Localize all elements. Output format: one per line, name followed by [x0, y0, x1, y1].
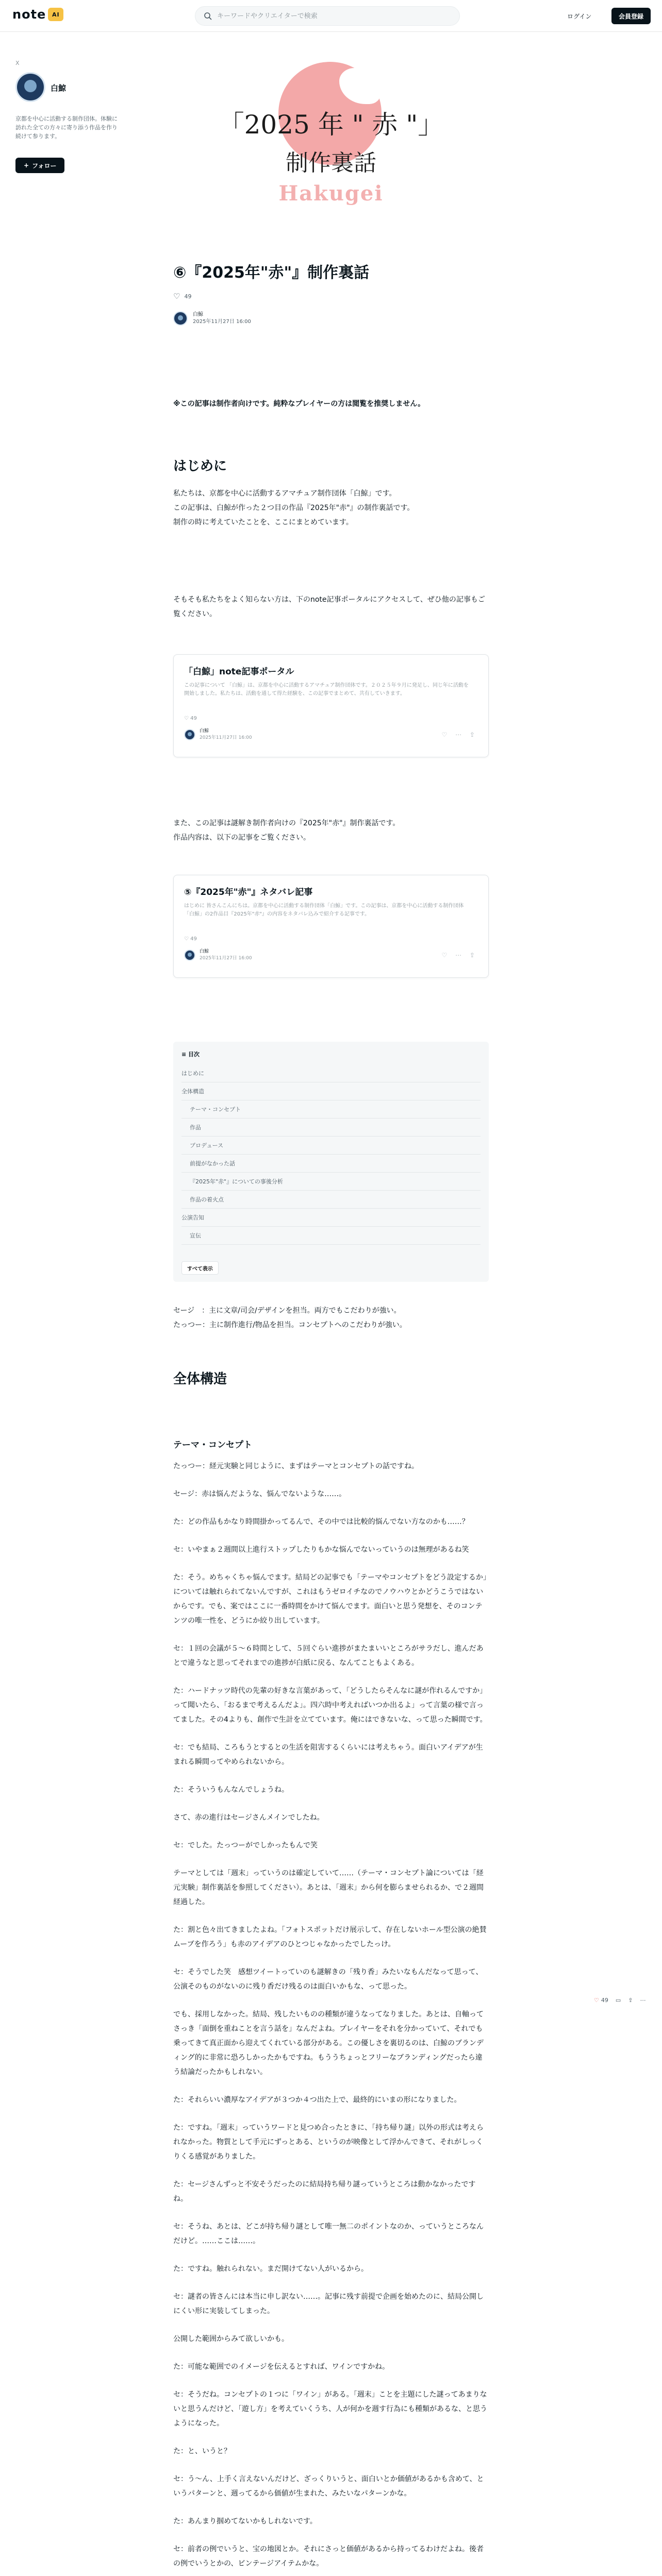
card-description: この記事について 「白鯨」は、京都を中心に活動するアマチュア制作団体です。２０２５年９月に発足し、同じ年に活動を開始しました。私たちは、活動を通して得た経験を、この記事でまとめて、共有していきます。	[184, 683, 469, 697]
signup-button[interactable]: 会員登録	[611, 8, 651, 24]
search-icon	[204, 12, 212, 20]
dialogue-paragraph: セージ：赤は悩んだような、悩んでないような……。	[173, 1490, 346, 1498]
toc-item[interactable]: テーマ・コンセプト	[181, 1100, 481, 1118]
dialogue-paragraph: セ：う〜ん、上手く言えないんだけど、ざっくりいうと、面白いとか価値があるかも含めて、というパターンと、週ってるから価値が生まれた、みたいなパターンかな。	[173, 2475, 484, 2498]
card-author-avatar	[184, 950, 195, 961]
dialogue-paragraph: セ：前者の例でいうと、宝の地図とか。それにさっと価値があるから持ってるわけだよね。後者の例でいうとかの、ビンテージアイテムかな。	[173, 2545, 484, 2568]
intro-line: この記事は、白鯨が作った２つ目の作品『2025年"赤"』の制作裏話です。	[173, 504, 415, 512]
comment-icon[interactable]: ▭	[615, 1997, 621, 2004]
toc-item[interactable]: 宣伝	[181, 1227, 481, 1245]
ai-badge: AI	[48, 8, 63, 21]
card-author-name: 白鯨	[200, 949, 209, 954]
staff-line: セージ ：主に文章/司会/デザインを担当。両方でもこだわりが強い。	[173, 1307, 401, 1315]
card-like-count: 49	[190, 716, 197, 721]
embed-card-spoiler[interactable]	[173, 875, 489, 978]
toc-item[interactable]: 前提がなかった話	[181, 1155, 481, 1173]
portal-note: そもそも私たちをよく知らない方は、下のnote記事ポータルにアクセスして、ぜひ他の記事もご覧ください。	[173, 596, 485, 618]
series-note	[173, 816, 489, 845]
intro-heading: はじめに	[173, 459, 227, 474]
search-input[interactable]	[217, 12, 444, 20]
list-icon: ≡	[181, 1051, 189, 1058]
table-of-contents	[173, 1042, 489, 1282]
structure-heading: 全体構造	[173, 1371, 227, 1387]
heart-icon: ♡	[594, 1997, 599, 2004]
like-row	[173, 292, 489, 301]
dialogue-paragraph: た：そういうもんなんでしょうね。	[173, 1786, 289, 1794]
heart-icon: ♡	[184, 716, 191, 721]
dialogue-paragraph: た：ですね。「週末」っていうワードと見つめ合ったときに、「持ち帰り謎」以外の形式は考えられなかった。物質として手元にずっとある、というのが映像として浮かんできて、それがしっくりくる感覚がありました。	[173, 2124, 484, 2161]
dialogue-paragraph: セ：でした。たっつーがでしかったもんで笑	[173, 1841, 318, 1850]
dialogue-paragraph: セ：そうでした笑 感想ツイートっていのも謎解きの「残り香」みたいなもんだなって思って、公演そのものがないのに残り香だけ残るのは面白いかもな、って思った。	[173, 1968, 483, 1991]
card-date: 2025年11月27日 16:00	[200, 735, 252, 740]
article-title: ⑥『2025年"赤"』制作裏話	[173, 264, 370, 282]
toc-item[interactable]: 作品の着火点	[181, 1191, 481, 1209]
note-logo[interactable]	[12, 7, 63, 22]
profile-avatar[interactable]	[15, 72, 45, 102]
logo-text: note	[12, 7, 46, 22]
dialogue-paragraph: た：ハードナッツ時代の先輩の好きな言葉があって、「どうしたらそんなに謎が作れるんですか」って聞いたら、「おるまで考えるんだよ」。四六時中考えればいつか出るよ」って言葉の様で言ってました。その4よりも、創作で生計を立てています。俺にはできないな、って思った瞬間です。	[173, 1687, 487, 1724]
dialogue-paragraph: た：どの作品もかなり時間掛かってるんで、その中では比較的悩んでない方なのかも……？	[173, 1518, 469, 1526]
follow-label: フォロー	[32, 162, 57, 170]
staff-intro	[173, 1303, 489, 1332]
toc-item[interactable]: 公演告知	[181, 1209, 481, 1227]
author-name[interactable]: 白鯨	[193, 312, 203, 317]
theme-heading: テーマ・コンセプト	[173, 1440, 252, 1450]
toc-heading	[181, 1050, 481, 1064]
card-action-icons[interactable]: ♡ ⋯ ⇪	[441, 731, 478, 738]
author-avatar[interactable]	[173, 311, 188, 326]
series-note-line: 作品内容は、以下の記事をご覧ください。	[173, 834, 310, 842]
toc-item[interactable]: 作品	[181, 1118, 481, 1137]
login-button[interactable]: ログイン	[560, 8, 599, 24]
series-note-line: また、この記事は謎解き制作者向けの『2025年"赤"』制作裏話です。	[173, 819, 400, 827]
dialogue-body	[173, 1459, 489, 2576]
dialogue-paragraph: 公開した範囲からみて欲しいかも。	[173, 2335, 289, 2343]
share-icon[interactable]: ⇪	[628, 1997, 633, 2004]
hero-subtitle: 制作裏話	[286, 150, 376, 176]
heart-icon[interactable]: ♡	[173, 292, 180, 301]
show-all-button[interactable]: すべて表示	[181, 1261, 219, 1275]
card-author[interactable]	[184, 728, 252, 741]
dialogue-paragraph: セ：そうね、あとは、どこが持ち帰り謎として唯一無二のポイントなのか、っていうところなんだけど。……ここは……。	[173, 2223, 484, 2245]
intro-paragraph	[173, 486, 489, 530]
card-like	[184, 716, 197, 721]
profile-top-label: X	[15, 60, 20, 66]
dialogue-paragraph: た：と、いうと？	[173, 2447, 231, 2455]
float-like[interactable]	[594, 1997, 608, 2004]
card-description: はじめに 皆さんこんにちは。京都を中心に活動する制作団体「白鯨」です。この記事は、京都を中心に活動する制作団体「白鯨」の2作品目『2025年"赤"』の内容をネタバレ込みで紹介する記事です。	[184, 903, 464, 917]
dialogue-paragraph: たっつー：経元実験と同じように、まずはテーマとコンセプトの話ですね。	[173, 1462, 419, 1470]
dialogue-paragraph: でも、採用しなかった。結局、残したいものの種類が違うなってなりました。あとは、自軸ってさっき「面倒を重ねことを言う話を」なんだよね。プレイヤーをそれを分かっていて、それでも乗ってきて真正面から迎えてくれている部分がある。この優しさを裏切るのは、白鯨のブランディング的に非常に恐ろしかったかもですね。もううちょっとフリーなブランディングだったら違う結論だったかもしれない。	[173, 2010, 484, 2076]
dialogue-paragraph: た：あんまり掴めてないかもしれないです。	[173, 2517, 317, 2526]
staff-line: たっつー：主に制作進行/物品を担当。コンセプトへのこだわりが強い。	[173, 1321, 407, 1329]
dialogue-paragraph: た：そう。めちゃくちゃ悩んでます。結局どの記事でも「テーマやコンセプトをどう設定するか」については触れられてないんですが、これはもうゼロイチなのでノウハウとかどうこうではないからです。でも、案ではここに一番時間をかけて悩んでます。面白いと思う発想を、そのコンテンツの唯一性を、どうにか絞り出しています。	[173, 1573, 487, 1625]
card-title[interactable]: ⑤『2025年"赤"』ネタバレ記事	[184, 887, 313, 897]
add-user-icon: +	[24, 162, 29, 169]
dialogue-paragraph: た：それらいい濃厚なアイデアが３つか４つ出た上で、最終的にいまの形になりました。	[173, 2096, 461, 2104]
dialogue-paragraph: た：可能な範囲でのイメージを伝えるとすれば、ワインですかね。	[173, 2363, 390, 2371]
card-like	[184, 936, 197, 942]
float-like-count: 49	[601, 1997, 608, 2004]
card-action-icons[interactable]: ♡ ⋯ ⇪	[441, 952, 478, 959]
profile-bio: 京都を中心に活動する制作団体。体験に訪れた全ての方々に寄り添う作品を作り続けて参ります。	[15, 115, 118, 140]
toc-item[interactable]: プロデュース	[181, 1137, 481, 1155]
search-box[interactable]	[195, 6, 460, 26]
embed-card-portal[interactable]	[173, 654, 489, 757]
intro-line: 私たちは、京都を中心に活動するアマチュア制作団体「白鯨」です。	[173, 489, 396, 498]
dialogue-paragraph: た：ですね。触れられない。まだ開けてない人がいるから。	[173, 2265, 368, 2273]
heart-icon: ♡	[184, 936, 191, 942]
card-author[interactable]	[184, 948, 252, 962]
floating-actions	[594, 1997, 646, 2004]
toc-item[interactable]: はじめに	[181, 1064, 481, 1082]
dialogue-paragraph: テーマとしては「週末」っていうのは確定していて……（テーマ・コンセプト論については「経元実験」制作裏話を参照してください）。あとは、「週末」から何を膨らませられるか、で２週間経過した。	[173, 1869, 484, 1906]
profile-name[interactable]: 白鯨	[51, 83, 67, 93]
toc-item[interactable]: 『2025年"赤"』についての事後分析	[181, 1173, 481, 1191]
author-row[interactable]	[173, 311, 489, 326]
dialogue-paragraph: セ：１回の会議が５〜６時間として、５回ぐらい進捗がまたまいいところがサラだし、進んだあとで違うなと思ってそれまでの進捗が白紙に戻る、なんてこともよくある。	[173, 1645, 484, 1667]
top-navigation-bar	[0, 0, 662, 32]
card-author-avatar	[184, 729, 195, 740]
like-count: 49	[184, 293, 192, 300]
dialogue-paragraph: さて、赤の進行はセージさんメインでしたね。	[173, 1814, 324, 1822]
publish-date: 2025年11月27日 16:00	[193, 319, 251, 325]
intro-line: 制作の時に考えていたことを、ここにまとめています。	[173, 518, 353, 527]
dialogue-paragraph: セ：そうだね。コンセプトの１つに「ワイン」がある。「週末」ことを主題にした謎ってあまりないと思うんだけど、「遊し方」を考えていくうち、人が何かを週す行為にも種類があるな、と思うようになった。	[173, 2391, 487, 2428]
card-title[interactable]: 「白鯨」note記事ポータル	[184, 667, 294, 677]
more-icon[interactable]: ⋯	[640, 1997, 646, 2004]
toc-heading-label: 目次	[188, 1051, 200, 1058]
dialogue-paragraph: た：セージさんずっと不安そうだったのに結局持ち帰り謎っていうところは動かなかったですね。	[173, 2180, 476, 2203]
dialogue-paragraph: セ：いやまぁ２週間以上進行ストップしたりもかな悩んでないっていうのは無理があるね笑	[173, 1546, 469, 1554]
dialogue-paragraph: セ：謎者の皆さんには本当に申し訳ない……。記事に残す前提で企画を始めたのに、結局公開しにくい形に実装してしまった。	[173, 2293, 484, 2315]
card-like-count: 49	[190, 936, 197, 942]
dialogue-paragraph: た：割と色々出てきましたよね。「フォトスポットだけ展示して、存在しないホール型公演の絶賛ムーブを作ろう」も赤のアイデアのひとつじゃなかったでしたっけ。	[173, 1926, 487, 1948]
notice-text: ※この記事は制作者向けです。純粋なプレイヤーの方は閲覧を推奨しません。	[173, 400, 425, 408]
follow-button[interactable]	[15, 158, 64, 173]
hero-title: 「2025 年 " 赤 "」	[218, 110, 444, 140]
card-author-name: 白鯨	[200, 728, 209, 734]
hero-image	[164, 32, 498, 217]
dialogue-paragraph: セ：でも結局、ころもうとするとの生活を阻害するくらいには考えちゃう。面白いアイデアが生まれる瞬間ってやめられないから。	[173, 1743, 483, 1766]
hero-brand-logo: Hakugei	[278, 181, 384, 206]
toc-item[interactable]: 全体構造	[181, 1082, 481, 1100]
card-date: 2025年11月27日 16:00	[200, 956, 252, 961]
